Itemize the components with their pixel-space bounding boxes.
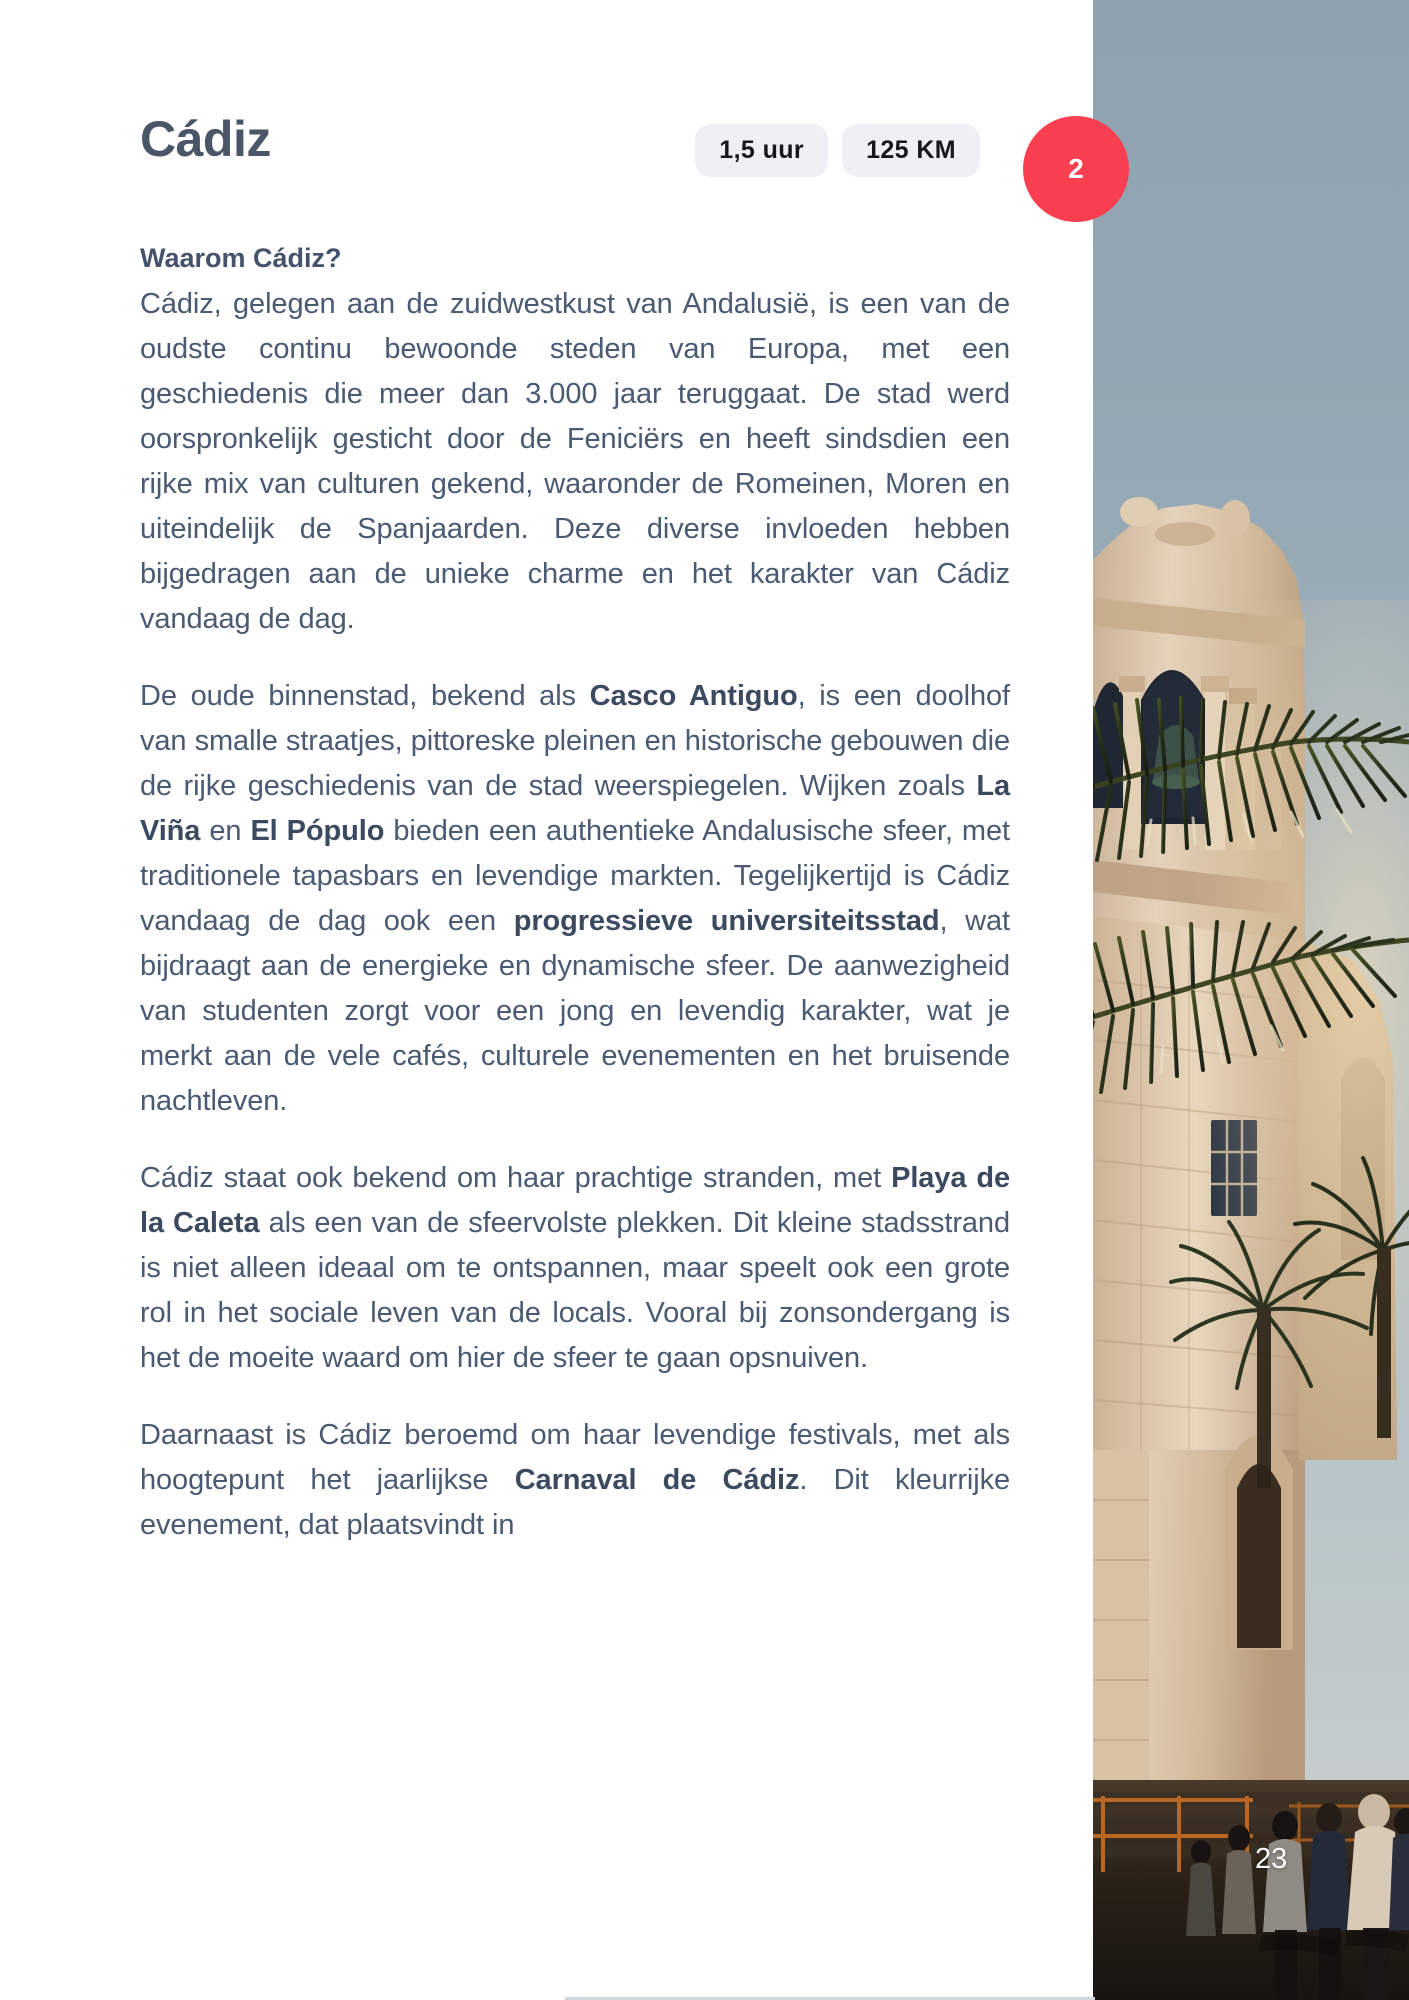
p2-seg-e: bieden een authentieke Andalusische sfeer, met traditionele tapasbars en levendige markten. Tegelijkertijd is Cádiz vandaag de dag ook een bbox=[140, 815, 1010, 938]
header-row bbox=[140, 111, 980, 190]
step-number-badge: 2 bbox=[1023, 116, 1129, 222]
page-title: Cádiz bbox=[140, 111, 271, 167]
term-playa-de-la-caleta: Playa de la Caleta bbox=[140, 1162, 1010, 1240]
paragraph-3 bbox=[140, 1156, 1010, 1381]
term-universiteitsstad: progressieve universiteitsstad bbox=[513, 905, 940, 938]
distance-badge: 125 KM bbox=[842, 124, 980, 177]
term-la-vina: La Viña bbox=[140, 770, 1010, 848]
p4-seg-a: Daarnaast is Cádiz beroemd om haar levendige festivals, met als hoogtepunt het jaarlijkse bbox=[140, 1419, 1010, 1497]
term-el-populo: El Pópulo bbox=[250, 815, 385, 848]
p2-seg-c: , is een doolhof van smalle straatjes, pittoreske pleinen en historische gebouwen die de rijke geschiedenis van de stad weerspiegelen. Wijken zoals bbox=[140, 680, 1010, 803]
p2-seg-f: , wat bijdraagt aan de energieke en dynamische sfeer. De aanwezigheid van studenten zorgt voor een jong en levendig karakter, wat je merkt aan de vele cafés, culturele evenementen en het bruisende nachtleven. bbox=[140, 905, 1010, 1118]
photo-illustration bbox=[1093, 0, 1409, 2000]
term-carnaval-de-cadiz: Carnaval de Cádiz bbox=[514, 1464, 800, 1497]
paragraph-4 bbox=[140, 1413, 1010, 1548]
page-number: 23 bbox=[1255, 1843, 1288, 1875]
section-heading: Waarom Cádiz? bbox=[140, 243, 342, 273]
p3-seg-a: Cádiz staat ook bekend om haar prachtige stranden, met bbox=[140, 1162, 892, 1195]
p4-seg-c: . Dit kleurrijke evenement, dat plaatsvindt in bbox=[140, 1464, 1011, 1542]
article-body bbox=[140, 240, 1010, 1548]
header-badges bbox=[695, 124, 980, 177]
paragraph-2 bbox=[140, 674, 1010, 1124]
duration-badge: 1,5 uur bbox=[695, 124, 828, 177]
paragraph-1 bbox=[140, 282, 1010, 642]
p2-seg-a: De oude binnenstad, bekend als bbox=[140, 680, 590, 713]
p2-seg-d: en bbox=[200, 815, 251, 848]
p3-seg-c: als een van de sfeervolste plekken. Dit kleine stadsstrand is niet alleen ideaal om te ontspannen, maar speelt ook een grote rol in het sociale leven van de locals. Vooral bij zonsondergang is het de moeite waard om hier de sfeer te gaan opsnuiven. bbox=[140, 1207, 1010, 1375]
term-casco-antiguo: Casco Antiguo bbox=[589, 680, 798, 713]
paragraph-1-text: Cádiz, gelegen aan de zuidwestkust van Andalusië, is een van de oudste continu bewoonde steden van Europa, met een geschiedenis die meer dan 3.000 jaar teruggaat. De stad werd oorspronkelijk gesticht door de Feniciërs en heeft sindsdien een rijke mix van culturen gekend, waaronder de Romeinen, Moren en uiteindelijk de Spanjaarden. Deze diverse invloeden hebben bijgedragen aan de unieke charme en het karakter van Cádiz vandaag de dag. bbox=[140, 288, 1010, 636]
cadiz-cathedral-photo bbox=[1093, 0, 1409, 2000]
